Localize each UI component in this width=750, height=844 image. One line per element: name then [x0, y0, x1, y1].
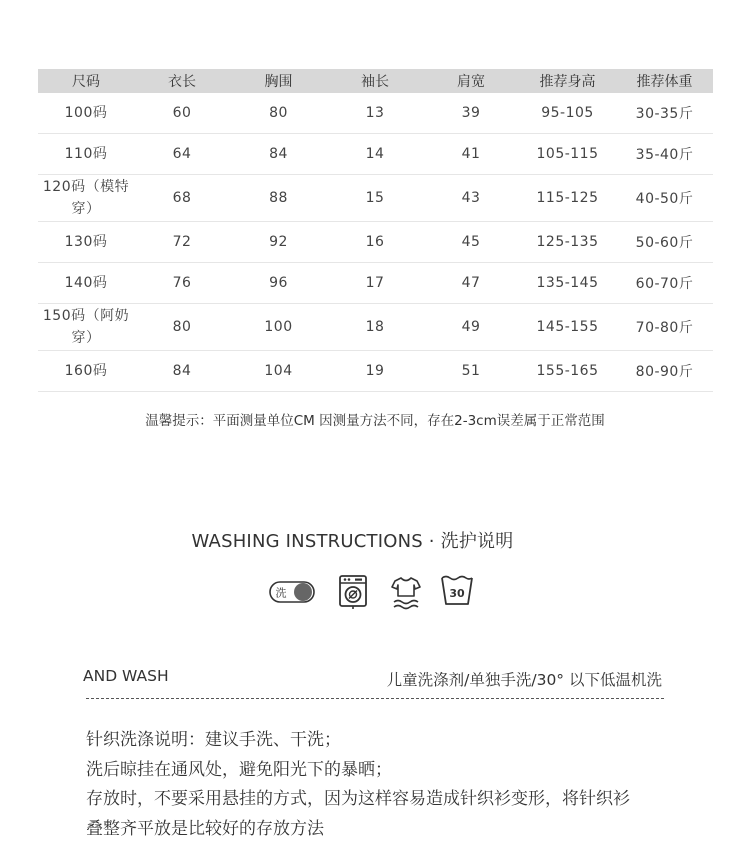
cell-weight: 35-40斤 [616, 134, 713, 175]
care-notes [86, 726, 686, 844]
measurement-tip: 温馨提示：平面测量单位CM 因测量方法不同，存在2-3cm误差属于正常范围 [0, 409, 750, 429]
and-wash-label: AND WASH [83, 667, 169, 685]
cell-length: 64 [134, 134, 230, 175]
cell-length: 80 [134, 304, 230, 351]
cell-chest: 92 [230, 222, 327, 263]
cell-sleeve: 17 [327, 263, 423, 304]
cell-chest: 84 [230, 134, 327, 175]
cell-length: 84 [134, 351, 230, 392]
table-row [38, 134, 713, 175]
cell-size: 160码 [38, 351, 134, 392]
care-note: 叠整齐平放是比较好的存放方法 [86, 815, 686, 844]
cell-size: 110码 [38, 134, 134, 175]
header-shoulder: 肩宽 [423, 69, 519, 93]
cell-length: 72 [134, 222, 230, 263]
care-note: 存放时，不要采用悬挂的方式，因为这样容易造成针织衫变形，将针织衫 [86, 785, 686, 815]
table-row [38, 222, 713, 263]
cell-weight: 70-80斤 [616, 304, 713, 351]
cell-chest: 104 [230, 351, 327, 392]
cell-shoulder: 49 [423, 304, 519, 351]
cell-weight: 50-60斤 [616, 222, 713, 263]
cell-height: 105-115 [519, 134, 616, 175]
cell-height: 155-165 [519, 351, 616, 392]
header-sleeve: 袖长 [327, 69, 423, 93]
wash-30-icon [440, 574, 474, 610]
cell-sleeve: 13 [327, 93, 423, 134]
cell-length: 68 [134, 175, 230, 222]
cell-length: 60 [134, 93, 230, 134]
header-weight: 推荐体重 [616, 69, 713, 93]
cell-shoulder: 39 [423, 93, 519, 134]
dashed-divider [86, 698, 664, 699]
cell-height: 135-145 [519, 263, 616, 304]
cell-sleeve: 16 [327, 222, 423, 263]
table-row [38, 175, 713, 222]
wash-temp-label: 30 [449, 587, 465, 600]
cell-height: 125-135 [519, 222, 616, 263]
cell-chest: 80 [230, 93, 327, 134]
cell-chest: 88 [230, 175, 327, 222]
cell-weight: 40-50斤 [616, 175, 713, 222]
hand-wash-icon [268, 574, 316, 610]
cell-size: 120码（模特穿） [38, 175, 134, 222]
washing-instructions-title: WASHING INSTRUCTIONS · 洗护说明 [0, 527, 705, 553]
cell-weight: 80-90斤 [616, 351, 713, 392]
size-table-header-row [38, 69, 713, 93]
cell-sleeve: 14 [327, 134, 423, 175]
cell-shoulder: 47 [423, 263, 519, 304]
header-length: 衣长 [134, 69, 230, 93]
hand-wash-label: 洗 [276, 586, 287, 600]
care-icons [268, 574, 478, 610]
cell-height: 95-105 [519, 93, 616, 134]
cell-shoulder: 43 [423, 175, 519, 222]
header-chest: 胸围 [230, 69, 327, 93]
wash-method-text: 儿童洗涤剂/单独手洗/30° 以下低温机洗 [387, 668, 662, 690]
cell-height: 145-155 [519, 304, 616, 351]
cell-sleeve: 19 [327, 351, 423, 392]
header-size: 尺码 [38, 69, 134, 93]
cell-size: 140码 [38, 263, 134, 304]
cell-chest: 96 [230, 263, 327, 304]
table-row [38, 304, 713, 351]
cell-shoulder: 41 [423, 134, 519, 175]
cell-weight: 30-35斤 [616, 93, 713, 134]
cell-shoulder: 51 [423, 351, 519, 392]
table-row [38, 263, 713, 304]
hang-dry-icon [390, 574, 422, 610]
table-row [38, 93, 713, 134]
table-row [38, 351, 713, 392]
cell-size: 130码 [38, 222, 134, 263]
size-table [38, 69, 713, 392]
washing-machine-icon [338, 574, 368, 610]
cell-length: 76 [134, 263, 230, 304]
cell-chest: 100 [230, 304, 327, 351]
cell-size: 150码（阿奶穿） [38, 304, 134, 351]
header-height: 推荐身高 [519, 69, 616, 93]
cell-shoulder: 45 [423, 222, 519, 263]
care-note: 洗后晾挂在通风处，避免阳光下的暴晒； [86, 756, 686, 786]
cell-sleeve: 15 [327, 175, 423, 222]
cell-weight: 60-70斤 [616, 263, 713, 304]
cell-sleeve: 18 [327, 304, 423, 351]
cell-size: 100码 [38, 93, 134, 134]
cell-height: 115-125 [519, 175, 616, 222]
care-note: 针织洗涤说明：建议手洗、干洗； [86, 726, 686, 756]
